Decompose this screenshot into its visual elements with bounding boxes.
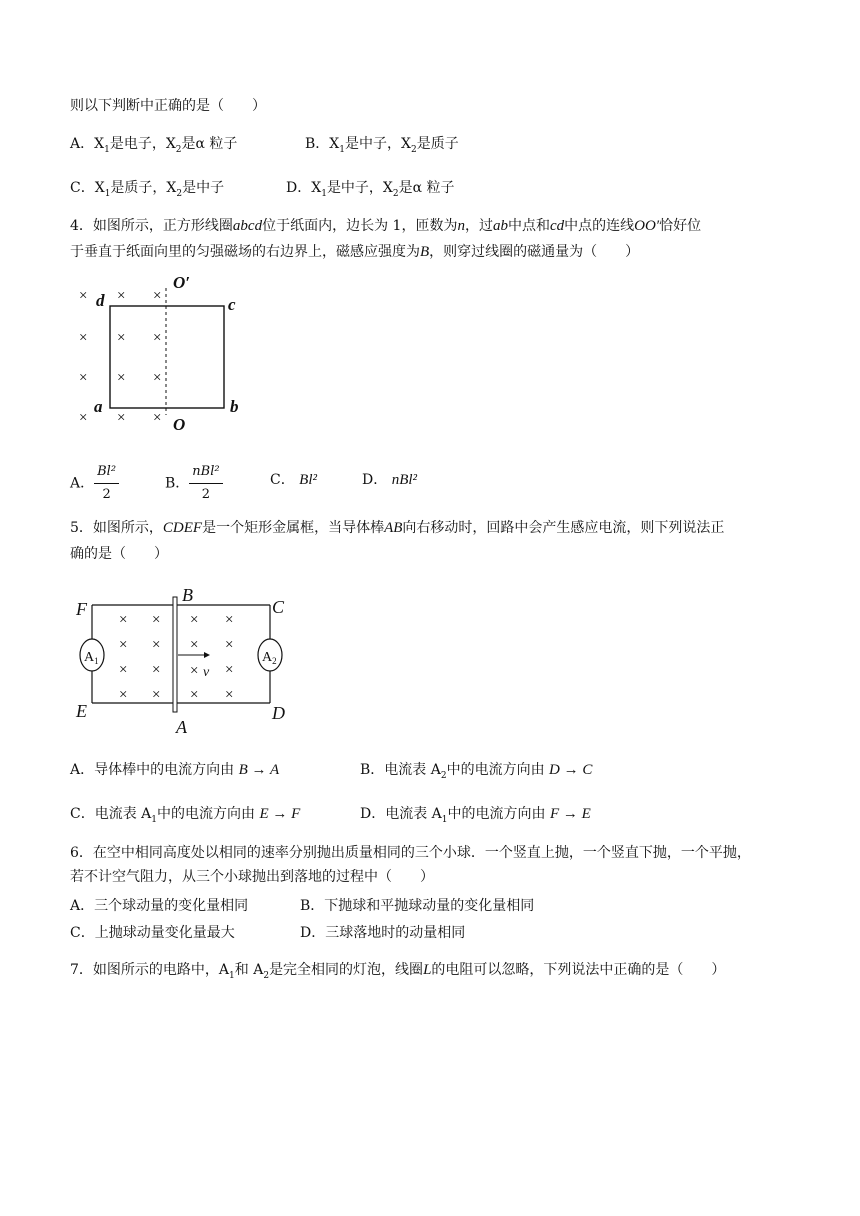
q5-label-a: A — [176, 717, 187, 737]
q4-cross: × — [153, 288, 162, 304]
q5-label-c: C — [272, 597, 285, 617]
q4-square-coil — [110, 306, 224, 408]
q4-cross: × — [79, 330, 88, 346]
q4-cross: × — [153, 330, 162, 346]
q4-cross: × — [153, 410, 162, 426]
q4-cross: × — [117, 370, 126, 386]
q4-cross: × — [79, 410, 88, 426]
q5-cross: × — [225, 687, 234, 703]
q5-label-e: E — [76, 701, 87, 721]
q4-figure — [70, 270, 260, 435]
q4-cross: × — [153, 370, 162, 386]
q5-stem-line2: 确的是（ ） — [70, 546, 168, 562]
q4-label-o: O — [173, 415, 186, 434]
q6-option-d[interactable]: D．三球落地时的动量相同 — [300, 925, 466, 941]
q3-option-a[interactable]: A．$X_1$是电子，$X_2$是α 粒子 — [70, 136, 238, 155]
q5-cross: × — [119, 662, 128, 678]
q4-stem-line2: 于垂直于纸面向里的匀强磁场的右边界上，磁感应强度为B，则穿过线圈的磁通量为（ ） — [70, 244, 640, 260]
q6-stem-line2: 若不计空气阻力，从三个小球抛出到落地的过程中（ ） — [70, 869, 434, 885]
q6-option-b[interactable]: B．下抛球和平抛球动量的变化量相同 — [300, 898, 535, 914]
q6-stem-line1: 6．在空中相同高度处以相同的速率分别抛出质量相同的三个小球．一个竖直上抛，一个竖直下抛，一个平抛， — [70, 845, 751, 861]
q5-conductor-rod — [173, 597, 177, 712]
q4-cross: × — [117, 288, 126, 304]
q4-cross: × — [79, 370, 88, 386]
q5-label-b: B — [182, 585, 193, 605]
q3-option-c[interactable]: C．$X_1$是质子，$X_2$是中子 — [70, 180, 225, 199]
q5-cross: × — [119, 687, 128, 703]
q5-cross: × — [225, 612, 234, 628]
q5-cross: × — [119, 637, 128, 653]
q4-label-o-prime: O′ — [173, 273, 191, 292]
q4-label-b: b — [230, 397, 239, 416]
q4-cross: × — [79, 288, 88, 304]
q4-label-d: d — [96, 291, 105, 310]
q3-stem: 则以下判断中正确的是（ ） — [70, 98, 266, 114]
q5-label-f: F — [76, 599, 87, 619]
q5-cross: × — [152, 662, 161, 678]
q4-label-c: c — [228, 295, 236, 314]
q5-cross: × — [190, 663, 199, 679]
q5-stem-line1: 5．如图所示，CDEF是一个矩形金属框，当导体棒AB向右移动时，回路中会产生感应电流，则下列说法正 — [70, 520, 725, 536]
q5-cross: × — [190, 637, 199, 653]
q5-cross: × — [119, 612, 128, 628]
q4-option-c[interactable]: C． Bl² — [270, 472, 317, 488]
q4-label-a: a — [94, 397, 103, 416]
q3-option-b[interactable]: B．$X_1$是中子，$X_2$是质子 — [305, 136, 459, 155]
q5-option-d[interactable]: D．电流表 $A_1$中的电流方向由 F → E — [360, 806, 591, 825]
q5-cross: × — [152, 687, 161, 703]
q5-cross: × — [190, 612, 199, 628]
q4-stem-line1: 4．如图所示，正方形线圈abcd位于纸面内，边长为 1，匝数为n，过ab中点和cd中点的连线OO′恰好位 — [70, 218, 702, 234]
ammeter-a1-label: $A_1$ — [84, 650, 99, 666]
q5-option-c[interactable]: C．电流表 $A_1$中的电流方向由 E → F — [70, 806, 301, 825]
q5-label-v: v — [203, 665, 210, 680]
q6-option-c[interactable]: C．上抛球动量变化量最大 — [70, 925, 235, 941]
q3-option-d[interactable]: D．$X_1$是中子，$X_2$是α 粒子 — [286, 180, 455, 199]
q5-cross: × — [190, 687, 199, 703]
q5-cross: × — [152, 612, 161, 628]
ammeter-a2-label: $A_2$ — [262, 650, 277, 666]
q4-cross: × — [117, 410, 126, 426]
q5-cross: × — [225, 637, 234, 653]
q5-figure — [70, 585, 300, 740]
q5-option-b[interactable]: B．电流表 $A_2$中的电流方向由 D → C — [360, 762, 593, 781]
q4-cross: × — [117, 330, 126, 346]
q7-stem: 7．如图所示的电路中，$A_1$和 $A_2$是完全相同的灯泡，线圈L的电阻可以忽略，下列说法中正确的是（ ） — [70, 962, 726, 981]
q5-option-a[interactable]: A．导体棒中的电流方向由 B → A — [70, 762, 280, 778]
q5-label-d: D — [272, 703, 285, 723]
q6-option-a[interactable]: A．三个球动量的变化量相同 — [70, 898, 249, 914]
q5-cross: × — [152, 637, 161, 653]
q5-cross: × — [225, 662, 234, 678]
q4-option-d[interactable]: D． nBl² — [362, 472, 418, 488]
q4-option-a[interactable]: A． $\frac{\text{Bl²}}{2}$ — [70, 462, 119, 505]
q4-option-b[interactable]: B． $\frac{\text{nBl²}}{2}$ — [165, 462, 223, 505]
